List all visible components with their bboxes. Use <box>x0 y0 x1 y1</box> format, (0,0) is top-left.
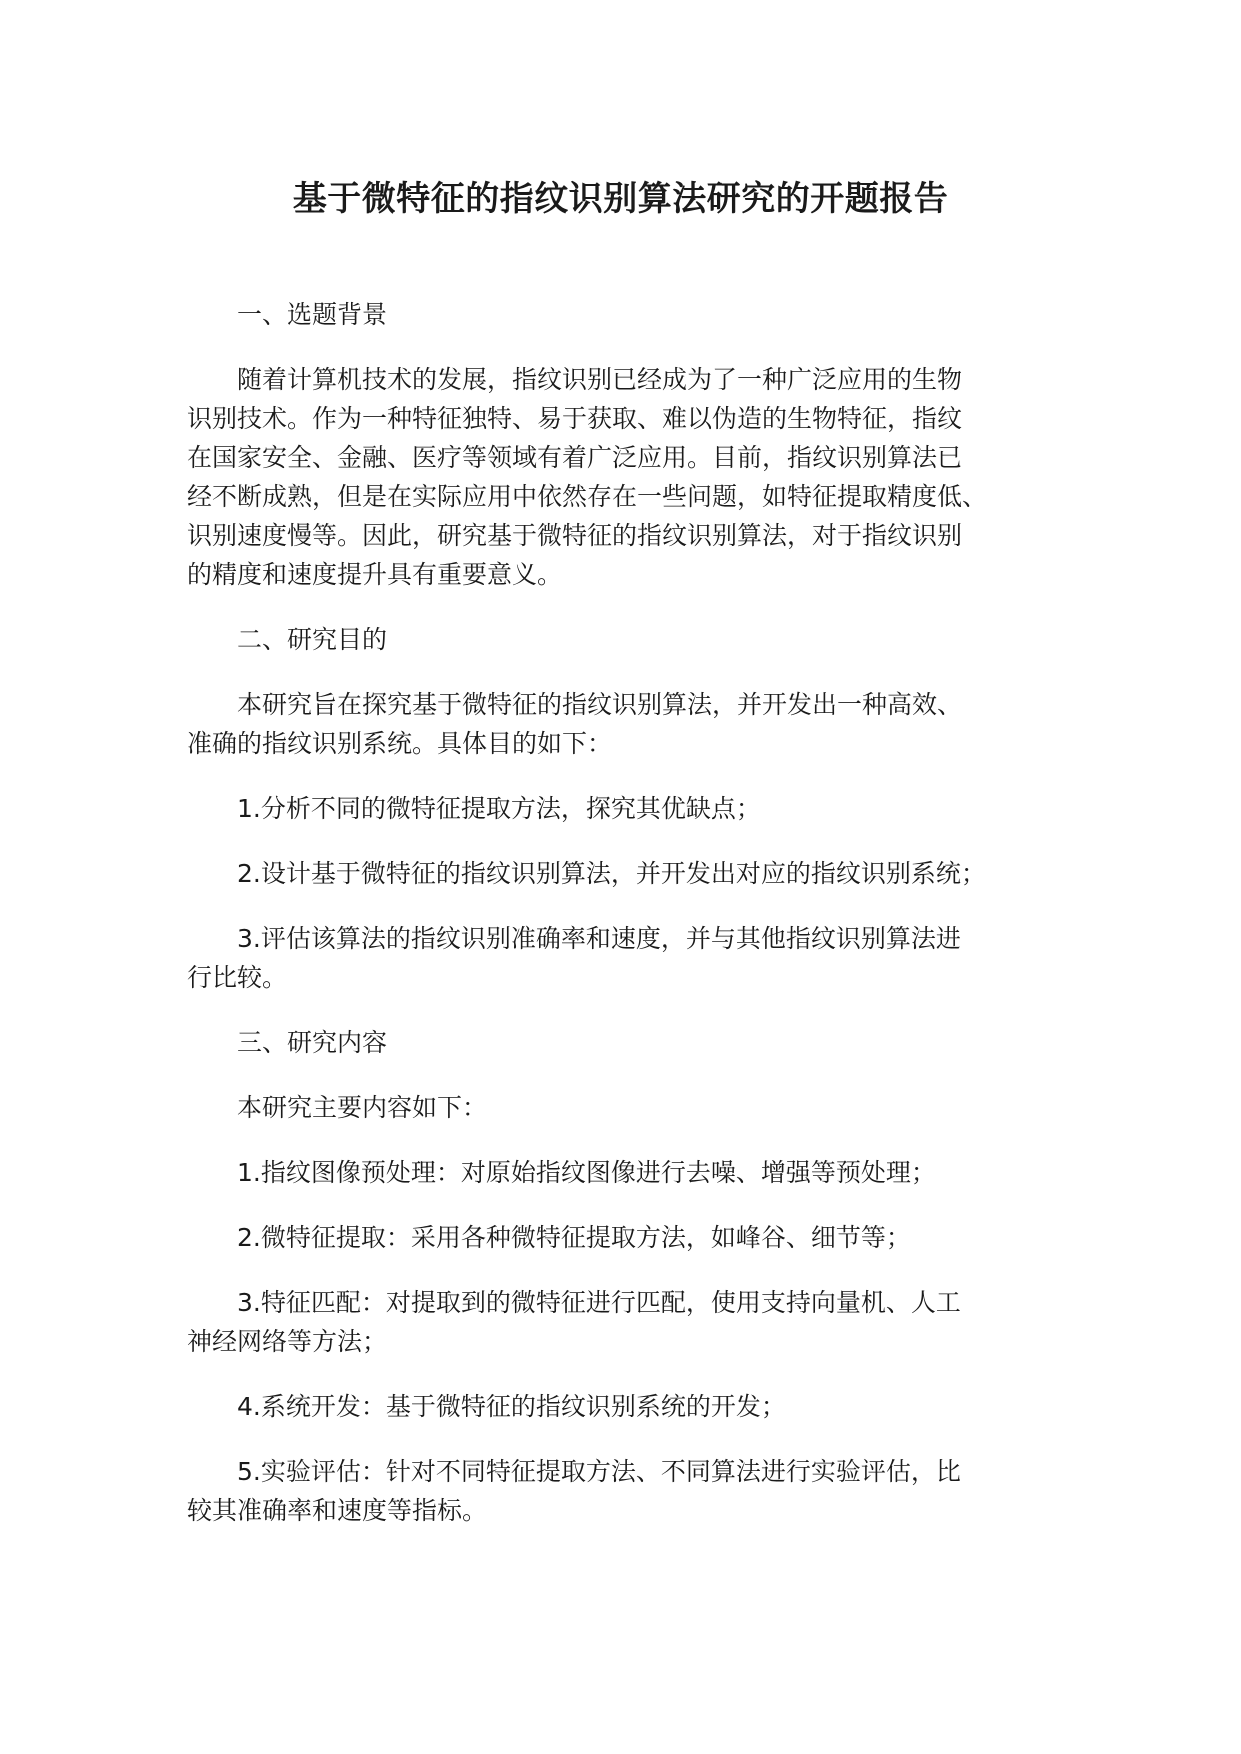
paragraph-line: 本研究旨在探究基于微特征的指纹识别算法，并开发出一种高效、 <box>237 690 963 719</box>
paragraph-line: 3.特征匹配：对提取到的微特征进行匹配，使用支持向量机、人工 <box>237 1288 961 1317</box>
paragraph <box>187 919 1057 997</box>
paragraph-line: 5.实验评估：针对不同特征提取方法、不同算法进行实验评估，比 <box>237 1457 961 1486</box>
document-body <box>187 295 1057 1556</box>
paragraph-line: 2.设计基于微特征的指纹识别算法，并开发出对应的指纹识别系统； <box>237 859 986 888</box>
paragraph-line: 行比较。 <box>187 963 288 992</box>
paragraph-line: 随着计算机技术的发展，指纹识别已经成为了一种广泛应用的生物 <box>237 365 963 394</box>
paragraph <box>187 1088 1057 1127</box>
paragraph <box>187 360 1057 594</box>
paragraph <box>187 1218 1057 1257</box>
paragraph <box>187 789 1057 828</box>
paragraph-line: 1.指纹图像预处理：对原始指纹图像进行去噪、增强等预处理； <box>237 1158 936 1187</box>
paragraph-line: 较其准确率和速度等指标。 <box>187 1496 488 1525</box>
paragraph <box>187 854 1057 893</box>
paragraph <box>187 1452 1057 1530</box>
paragraph-line: 4.系统开发：基于微特征的指纹识别系统的开发； <box>237 1392 786 1421</box>
paragraph-line: 在国家安全、金融、医疗等领域有着广泛应用。目前，指纹识别算法已 <box>187 443 963 472</box>
paragraph <box>187 1283 1057 1361</box>
paragraph-line: 经不断成熟，但是在实际应用中依然存在一些问题，如特征提取精度低、 <box>187 482 988 511</box>
paragraph-line: 的精度和速度提升具有重要意义。 <box>187 560 563 589</box>
paragraph-line: 2.微特征提取：采用各种微特征提取方法，如峰谷、细节等； <box>237 1223 911 1252</box>
paragraph-line: 识别技术。作为一种特征独特、易于获取、难以伪造的生物特征，指纹 <box>187 404 963 433</box>
section-heading: 三、研究内容 <box>237 1028 388 1057</box>
paragraph-line: 神经网络等方法； <box>187 1327 388 1356</box>
paragraph <box>187 685 1057 763</box>
section-heading: 一、选题背景 <box>237 300 388 329</box>
paragraph-line: 准确的指纹识别系统。具体目的如下： <box>187 729 613 758</box>
document-title: 基于微特征的指纹识别算法研究的开题报告 <box>292 179 949 219</box>
paragraph <box>187 1387 1057 1426</box>
paragraph <box>187 1153 1057 1192</box>
section-heading: 二、研究目的 <box>237 625 388 654</box>
paragraph-line: 识别速度慢等。因此，研究基于微特征的指纹识别算法，对于指纹识别 <box>187 521 963 550</box>
paragraph-line: 3.评估该算法的指纹识别准确率和速度，并与其他指纹识别算法进 <box>237 924 961 953</box>
paragraph-line: 1.分析不同的微特征提取方法，探究其优缺点； <box>237 794 761 823</box>
paragraph-line: 本研究主要内容如下： <box>237 1093 488 1122</box>
